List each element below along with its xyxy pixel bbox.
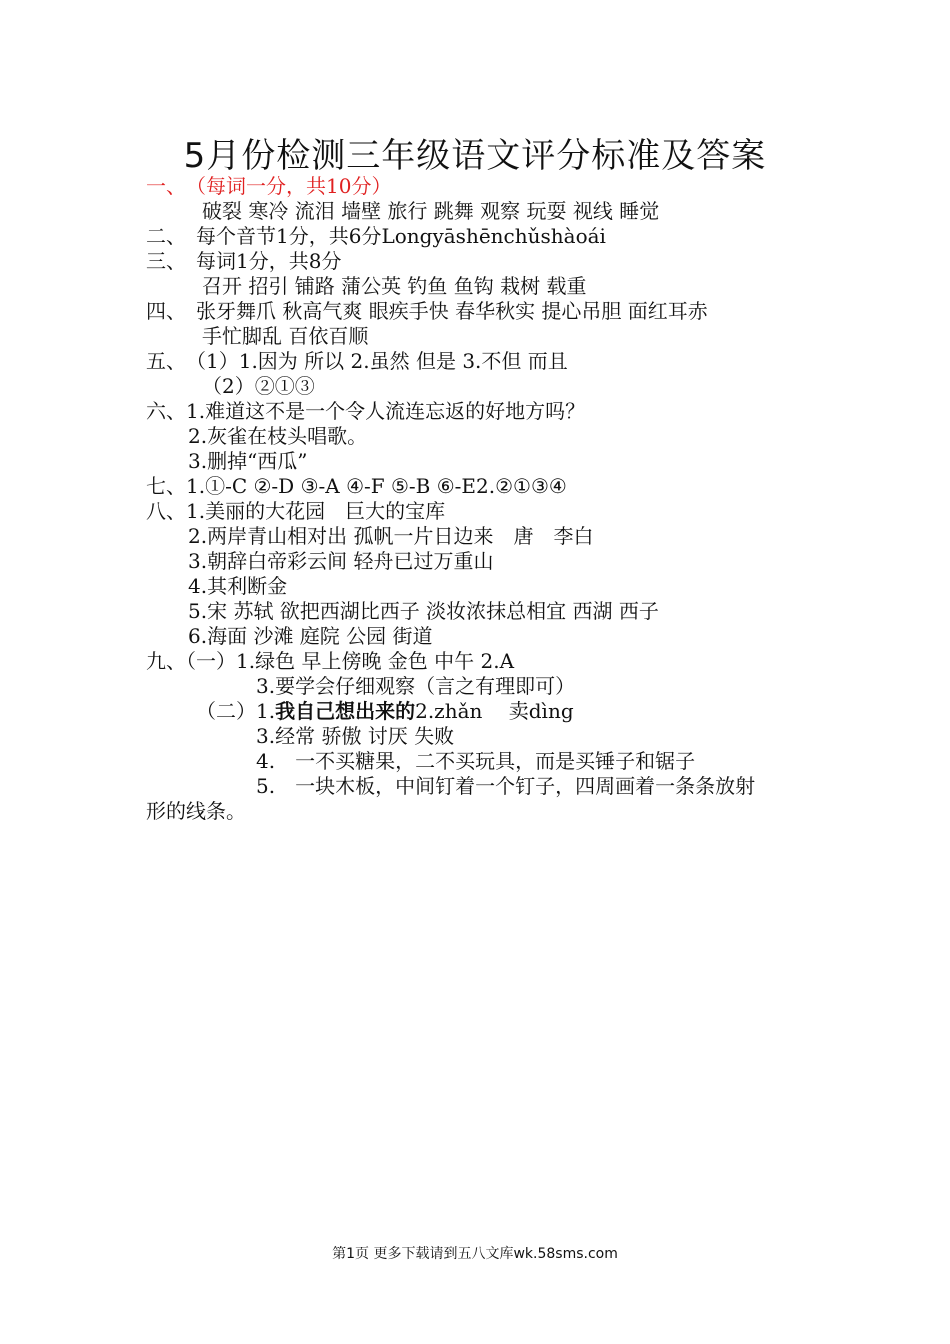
section-9-line-6: 5. 一块木板，中间钉着一个钉子，四周画着一条条放射 [256,774,756,798]
section-1-answers: 破裂 寒冷 流泪 墙壁 旅行 跳舞 观察 玩耍 视线 睡觉 [202,199,660,223]
section-8-line-1: 八、1.美丽的大花园 巨大的宝库 [146,499,446,523]
section-6-line-2: 2.灰雀在枝头唱歌。 [188,424,368,448]
section-5-line-2: （2）②①③ [202,374,315,398]
section-8-line-6: 6.海面 沙滩 庭院 公园 街道 [188,624,433,648]
section-9-line-5: 4. 一不买糖果，二不买玩具，而是买锤子和锯子 [256,749,696,773]
section-9-line-4: 3.经常 骄傲 讨厌 失败 [256,724,455,748]
section-8-line-4: 4.其利断金 [188,574,288,598]
section-9-line-7: 形的线条。 [146,799,246,823]
section-6-line-3: 3.删掉“西瓜” [188,449,308,473]
section-9-line-3-suffix: 2.zhǎn 卖dìng [415,699,574,723]
section-8-line-5: 5.宋 苏轼 欲把西湖比西子 淡妆浓抹总相宜 西湖 西子 [188,599,659,623]
section-4-line-2: 手忙脚乱 百依百顺 [202,324,369,348]
section-9-line-3 [196,699,574,723]
page-title: 5月份检测三年级语文评分标准及答案 [183,136,767,176]
section-8-line-3: 3.朝辞白帝彩云间 轻舟已过万重山 [188,549,494,573]
section-2: 二、 每个音节1分，共6分Longyāshēnchǔshàoái [146,224,606,248]
section-8-line-2: 2.两岸青山相对出 孤帆一片日边来 唐 李白 [188,524,594,548]
section-6-line-1: 六、1.难道这不是一个令人流连忘返的好地方吗？ [146,399,586,423]
section-9-line-1: 九、（一）1.绿色 早上傍晚 金色 中午 2.A [146,649,515,673]
section-5-line-1: 五、 （1）1.因为 所以 2.虽然 但是 3.不但 而且 [146,349,568,373]
section-9-bold-answer: 我自己想出来的 [275,699,416,723]
section-9-line-3-prefix: （二）1. [196,699,276,723]
section-1-heading: 一、 （每词一分，共10分） [146,174,392,198]
page-footer: 第1页 更多下载请到五八文库wk.58sms.com [332,1246,618,1262]
section-3-answers: 召开 招引 铺路 蒲公英 钓鱼 鱼钩 栽树 载重 [202,274,587,298]
section-7: 七、1.①-C ②-D ③-A ④-F ⑤-B ⑥-E2.②①③④ [146,474,567,498]
section-9-line-2: 3.要学会仔细观察（言之有理即可） [256,674,576,698]
section-3-heading: 三、 每词1分，共8分 [146,249,342,273]
section-4-line-1: 四、 张牙舞爪 秋高气爽 眼疾手快 春华秋实 提心吊胆 面红耳赤 [146,299,708,323]
